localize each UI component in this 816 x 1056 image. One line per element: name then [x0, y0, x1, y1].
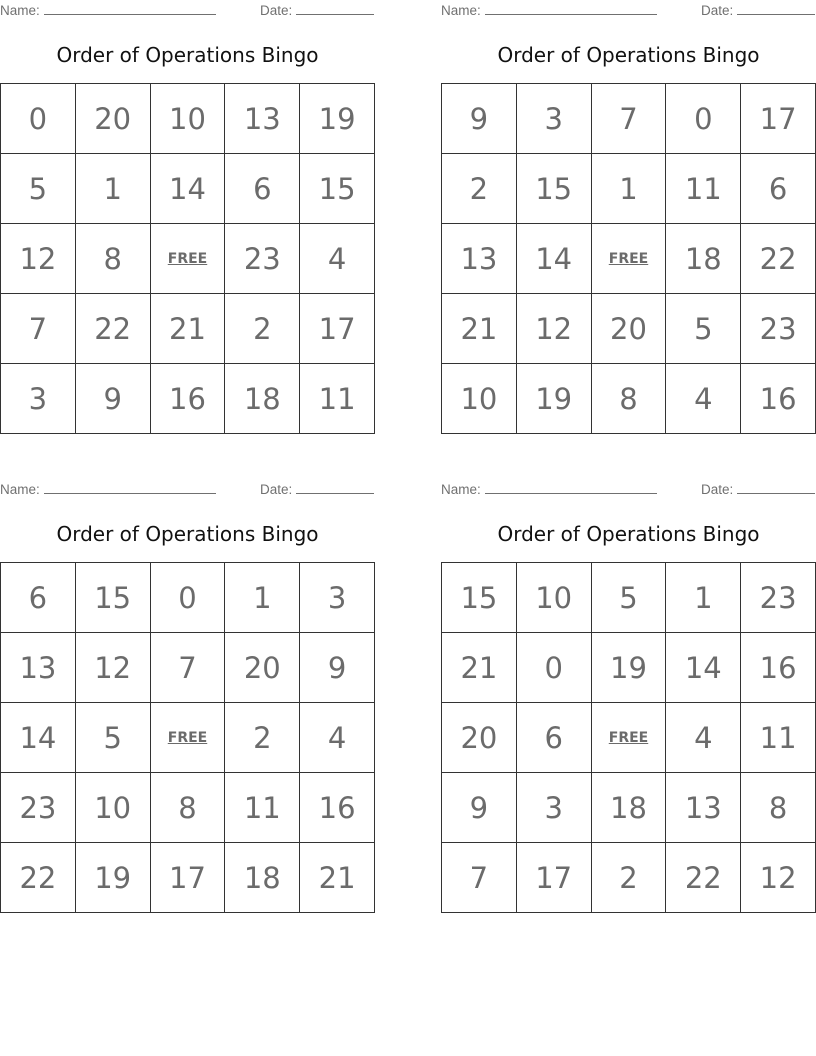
date-blank-line[interactable]: [737, 482, 815, 494]
name-label: Name:: [441, 482, 481, 497]
bingo-cell[interactable]: 10: [151, 84, 226, 154]
bingo-cell[interactable]: 10: [517, 563, 592, 633]
bingo-cell[interactable]: 17: [517, 843, 592, 913]
bingo-cell[interactable]: 13: [225, 84, 300, 154]
date-label: Date:: [701, 3, 734, 18]
bingo-cell[interactable]: 1: [225, 563, 300, 633]
bingo-cell[interactable]: 21: [442, 294, 517, 364]
bingo-cell[interactable]: 19: [76, 843, 151, 913]
bingo-cell[interactable]: 3: [517, 773, 592, 843]
bingo-cell[interactable]: 18: [666, 224, 741, 294]
bingo-cell[interactable]: 6: [517, 703, 592, 773]
name-field[interactable]: [441, 3, 657, 19]
bingo-cell[interactable]: 16: [300, 773, 375, 843]
bingo-cell[interactable]: 23: [1, 773, 76, 843]
date-blank-line[interactable]: [296, 482, 374, 494]
date-field[interactable]: [701, 3, 815, 19]
bingo-cell[interactable]: 4: [300, 703, 375, 773]
bingo-cell[interactable]: 11: [225, 773, 300, 843]
card-title: Order of Operations Bingo: [56, 522, 319, 546]
bingo-cell[interactable]: 2: [442, 154, 517, 224]
bingo-cell[interactable]: 14: [1, 703, 76, 773]
free-space-cell[interactable]: FREE: [592, 703, 667, 773]
bingo-cell[interactable]: 12: [741, 843, 816, 913]
name-blank-line[interactable]: [485, 3, 657, 15]
bingo-card: [0, 0, 375, 434]
bingo-cell[interactable]: 12: [517, 294, 592, 364]
bingo-card: [441, 0, 816, 434]
bingo-cell[interactable]: 17: [741, 84, 816, 154]
bingo-cell[interactable]: 21: [300, 843, 375, 913]
free-space-cell[interactable]: FREE: [151, 703, 226, 773]
bingo-cell[interactable]: 23: [741, 563, 816, 633]
bingo-cell[interactable]: 9: [442, 84, 517, 154]
name-label: Name:: [0, 3, 40, 18]
bingo-cell[interactable]: 1: [76, 154, 151, 224]
bingo-cell[interactable]: 13: [1, 633, 76, 703]
bingo-cell[interactable]: 14: [151, 154, 226, 224]
bingo-cell[interactable]: 21: [151, 294, 226, 364]
bingo-cell[interactable]: 9: [300, 633, 375, 703]
date-label: Date:: [701, 482, 734, 497]
bingo-cell[interactable]: 6: [225, 154, 300, 224]
date-blank-line[interactable]: [296, 3, 374, 15]
bingo-grid: [0, 562, 375, 913]
bingo-cell[interactable]: 4: [666, 703, 741, 773]
name-blank-line[interactable]: [44, 3, 216, 15]
bingo-cell[interactable]: 18: [592, 773, 667, 843]
bingo-cell[interactable]: 22: [741, 224, 816, 294]
bingo-cell[interactable]: 23: [741, 294, 816, 364]
bingo-cell[interactable]: 11: [300, 364, 375, 434]
free-space-cell[interactable]: FREE: [592, 224, 667, 294]
bingo-cell[interactable]: 0: [1, 84, 76, 154]
date-field[interactable]: [260, 482, 374, 498]
bingo-cell[interactable]: 15: [300, 154, 375, 224]
bingo-cell[interactable]: 5: [592, 563, 667, 633]
bingo-cell[interactable]: 23: [225, 224, 300, 294]
date-label: Date:: [260, 3, 293, 18]
bingo-cell[interactable]: 7: [151, 633, 226, 703]
date-blank-line[interactable]: [737, 3, 815, 15]
bingo-cell[interactable]: 11: [666, 154, 741, 224]
bingo-cell[interactable]: 22: [1, 843, 76, 913]
bingo-cell[interactable]: 16: [741, 633, 816, 703]
bingo-cell[interactable]: 17: [300, 294, 375, 364]
bingo-cell[interactable]: 12: [76, 633, 151, 703]
bingo-cell[interactable]: 5: [1, 154, 76, 224]
bingo-cell[interactable]: 14: [666, 633, 741, 703]
bingo-cell[interactable]: 6: [741, 154, 816, 224]
bingo-card: [441, 479, 816, 913]
bingo-cell[interactable]: 22: [666, 843, 741, 913]
bingo-cell[interactable]: 2: [225, 703, 300, 773]
bingo-cell[interactable]: 16: [741, 364, 816, 434]
bingo-cell[interactable]: 20: [225, 633, 300, 703]
name-label: Name:: [0, 482, 40, 497]
date-field[interactable]: [260, 3, 374, 19]
bingo-cell[interactable]: 22: [76, 294, 151, 364]
bingo-cell[interactable]: 3: [300, 563, 375, 633]
bingo-cell[interactable]: 5: [76, 703, 151, 773]
name-field[interactable]: [0, 482, 216, 498]
bingo-cell[interactable]: 1: [666, 563, 741, 633]
bingo-cell[interactable]: 12: [1, 224, 76, 294]
bingo-cell[interactable]: 6: [1, 563, 76, 633]
bingo-grid: [0, 83, 375, 434]
bingo-cell[interactable]: 19: [592, 633, 667, 703]
bingo-cell[interactable]: 8: [741, 773, 816, 843]
bingo-cell[interactable]: 1: [592, 154, 667, 224]
name-field[interactable]: [0, 3, 216, 19]
bingo-cell[interactable]: 15: [517, 154, 592, 224]
bingo-cell[interactable]: 17: [151, 843, 226, 913]
bingo-cell[interactable]: 16: [151, 364, 226, 434]
bingo-cell[interactable]: 7: [1, 294, 76, 364]
bingo-cell[interactable]: 13: [666, 773, 741, 843]
bingo-cell[interactable]: 19: [300, 84, 375, 154]
bingo-card: [0, 479, 375, 913]
name-blank-line[interactable]: [44, 482, 216, 494]
bingo-cell[interactable]: 8: [76, 224, 151, 294]
bingo-cell[interactable]: 13: [442, 224, 517, 294]
name-blank-line[interactable]: [485, 482, 657, 494]
bingo-cell[interactable]: 0: [666, 84, 741, 154]
date-label: Date:: [260, 482, 293, 497]
bingo-cell[interactable]: 7: [442, 843, 517, 913]
name-label: Name:: [441, 3, 481, 18]
bingo-cell[interactable]: 21: [442, 633, 517, 703]
bingo-cell[interactable]: 14: [517, 224, 592, 294]
name-field[interactable]: [441, 482, 657, 498]
bingo-cell[interactable]: 10: [76, 773, 151, 843]
bingo-cell[interactable]: 18: [225, 364, 300, 434]
bingo-cell[interactable]: 0: [517, 633, 592, 703]
bingo-cell[interactable]: 9: [76, 364, 151, 434]
bingo-cell[interactable]: 3: [1, 364, 76, 434]
free-space-cell[interactable]: FREE: [151, 224, 226, 294]
bingo-cell[interactable]: 10: [442, 364, 517, 434]
bingo-cell[interactable]: 15: [76, 563, 151, 633]
bingo-grid: [441, 562, 816, 913]
bingo-cell[interactable]: 19: [517, 364, 592, 434]
bingo-cell[interactable]: 20: [442, 703, 517, 773]
bingo-cell[interactable]: 11: [741, 703, 816, 773]
bingo-cell[interactable]: 9: [442, 773, 517, 843]
bingo-cell[interactable]: 2: [592, 843, 667, 913]
bingo-cell[interactable]: 8: [151, 773, 226, 843]
card-title: Order of Operations Bingo: [497, 43, 760, 67]
bingo-cell[interactable]: 4: [300, 224, 375, 294]
bingo-cell[interactable]: 0: [151, 563, 226, 633]
bingo-cell[interactable]: 2: [225, 294, 300, 364]
bingo-cell[interactable]: 5: [666, 294, 741, 364]
bingo-cell[interactable]: 18: [225, 843, 300, 913]
date-field[interactable]: [701, 482, 815, 498]
bingo-cell[interactable]: 7: [592, 84, 667, 154]
bingo-cell[interactable]: 4: [666, 364, 741, 434]
bingo-cell[interactable]: 20: [592, 294, 667, 364]
bingo-cell[interactable]: 15: [442, 563, 517, 633]
bingo-grid: [441, 83, 816, 434]
bingo-cell[interactable]: 20: [76, 84, 151, 154]
card-title: Order of Operations Bingo: [497, 522, 760, 546]
card-title: Order of Operations Bingo: [56, 43, 319, 67]
bingo-cell[interactable]: 3: [517, 84, 592, 154]
bingo-cell[interactable]: 8: [592, 364, 667, 434]
